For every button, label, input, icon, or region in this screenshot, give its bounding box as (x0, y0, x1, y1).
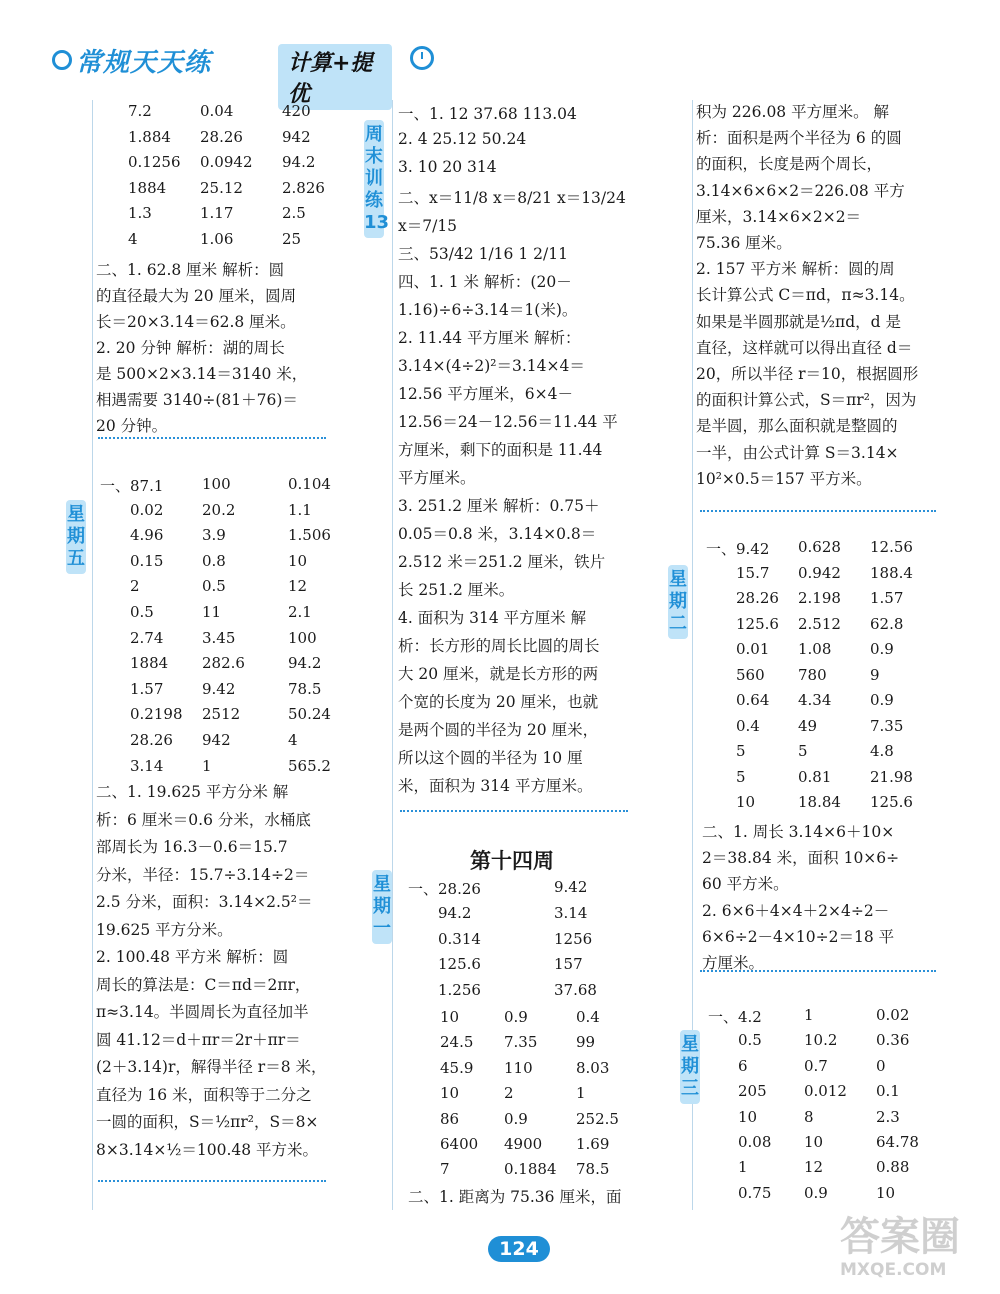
grid-cell: 2512 (202, 705, 241, 724)
grid-cell: 7.2 (128, 102, 152, 120)
answer-line: (2＋3.14)r，解得半径 r＝8 米， (96, 1058, 327, 1076)
grid-cell: 0.02 (130, 500, 164, 519)
grid-cell: 15.7 (736, 563, 770, 582)
answer-line: 厘米，3.14×6×2×2＝ (696, 207, 862, 226)
divider (98, 437, 326, 439)
answer-line: 12.56＝24－12.56＝11.44 平 (398, 413, 618, 431)
grid-cell: 99 (576, 1033, 596, 1052)
answer-line: 三、53/42 1/16 1 2/11 (398, 245, 568, 263)
brand-title: 常规天天练 (76, 48, 212, 78)
grid-cell: 0.104 (288, 475, 331, 493)
grid-cell: 3.9 (202, 526, 226, 545)
grid-cell: 2.74 (130, 628, 164, 647)
grid-cell: 125.6 (870, 793, 913, 811)
answer-line: 2.5 分米，面积：3.14×2.5²＝ (96, 893, 313, 911)
answer-line: 75.36 厘米。 (696, 234, 792, 252)
grid-cell: 252.5 (576, 1109, 619, 1128)
grid-cell: 12 (288, 577, 308, 596)
grid-cell: 94.2 (282, 153, 316, 172)
grid-cell: 205 (738, 1082, 767, 1101)
answer-line: 20 分钟。 (96, 417, 168, 435)
grid-cell: 2.5 (282, 204, 306, 223)
grid-cell: 10 (876, 1183, 896, 1202)
grid-cell: 7.35 (504, 1033, 538, 1052)
grid-cell: 0.81 (798, 767, 832, 786)
grid-cell: 1.57 (870, 589, 904, 607)
grid-cell: 4.34 (798, 691, 832, 709)
grid-cell: 1.884 (128, 127, 171, 146)
grid-cell: 10 (440, 1084, 460, 1103)
grid-cell: 1.57 (130, 679, 164, 698)
answer-line: 四、1. 1 米 解析：(20－ (398, 273, 572, 291)
grid-cell: 6400 (440, 1135, 479, 1153)
grid-cell: 2 (130, 577, 140, 596)
answer-line: 直径为 16 米，面积等于二分之 (96, 1085, 312, 1104)
grid-cell: 4.8 (870, 742, 894, 760)
grid-cell: 0.5 (130, 603, 154, 621)
grid-cell: 157 (554, 955, 583, 974)
answer-line: 2. 20 分钟 解析：湖的周长 (96, 339, 285, 357)
grid-cell: 2.826 (282, 178, 325, 197)
clock-icon (410, 46, 434, 70)
answer-line: 1.16)÷6÷3.14＝1(米)。 (398, 301, 578, 319)
answer-line: 一、1. 12 37.68 113.04 (398, 105, 577, 123)
grid-cell: 125.6 (438, 955, 481, 974)
tag-wednesday: 星期三 (680, 1030, 700, 1104)
grid-cell: 3.14 (554, 903, 588, 922)
grid-cell: 110 (504, 1058, 533, 1077)
answer-line: 分米，半径：15.7÷3.14÷2＝ (96, 865, 310, 884)
grid-cell: 0.9 (804, 1183, 828, 1202)
grid-cell: 25 (282, 230, 302, 248)
answer-line: 2＝38.84 米，面积 10×6÷ (702, 849, 900, 868)
grid-cell: 560 (736, 665, 765, 684)
grid-cell: 64.78 (876, 1133, 919, 1151)
grid-cell: 5 (736, 767, 746, 786)
answer-line: 2. 157 平方米 解析：圆的周 (696, 260, 895, 279)
grid-cell: 1884 (130, 654, 169, 673)
watermark (840, 1205, 960, 1280)
answer-line: 0.05＝0.8 米，3.14×0.8＝ (398, 525, 597, 543)
grid-cell: 0.75 (738, 1183, 772, 1202)
grid-cell: 11 (202, 603, 222, 621)
grid-cell: 62.8 (870, 614, 904, 633)
grid-cell: 10 (440, 1008, 460, 1026)
grid-cell: 78.5 (288, 679, 322, 698)
grid-cell: 0.15 (130, 551, 164, 570)
grid-cell: 10 (804, 1133, 824, 1151)
answer-line: 析：面积是两个半径为 6 的圆 (696, 129, 902, 148)
grid-cell: 1884 (128, 178, 167, 197)
answer-line: 如果是半圆那就是½πd，d 是 (696, 312, 901, 331)
grid-cell: 0.5 (738, 1031, 762, 1050)
grid-cell: 21.98 (870, 767, 913, 786)
grid-cell: 1.256 (438, 981, 481, 1000)
answer-line: 平方厘米。 (398, 469, 476, 487)
answer-line: 一圆的面积，S＝½πr²，S＝8× (96, 1113, 319, 1131)
grid-cell: 565.2 (288, 756, 331, 775)
grid-cell: 0.9 (870, 691, 894, 709)
answer-line: 大 20 厘米，就是长方形的两 (398, 665, 599, 683)
grid-cell: 1.3 (128, 204, 152, 223)
answer-line: 直径，这样就可以得出直径 d＝ (696, 338, 913, 357)
grid-cell: 9.42 (202, 679, 236, 698)
answer-line: 相遇需要 3140÷(81＋76)＝ (96, 391, 298, 409)
grid-cell: 0.1256 (128, 153, 181, 172)
grid-cell: 0.08 (738, 1133, 772, 1151)
grid-cell: 7 (440, 1160, 450, 1179)
brand-subtitle: 计算+提优 (278, 44, 392, 110)
grid-cell: 0.36 (876, 1031, 910, 1050)
grid-cell: 9 (870, 665, 880, 684)
grid-cell: 0.5 (202, 577, 226, 596)
answer-line: 19.625 平方分米。 (96, 920, 233, 939)
grid-cell: 37.68 (554, 981, 597, 1000)
grid-cell: 942 (202, 731, 231, 749)
grid-cell: 2.198 (798, 589, 841, 607)
tag-tuesday: 星期二 (668, 565, 688, 639)
grid-cell: 2.1 (288, 603, 312, 621)
answer-line: 3. 10 20 314 (398, 158, 497, 176)
col2-rule (392, 100, 393, 1210)
grid-cell: 0.8 (202, 551, 226, 570)
grid-cell: 1 (738, 1158, 748, 1177)
answer-line: 60 平方米。 (702, 875, 789, 894)
grid-cell: 50.24 (288, 705, 331, 724)
answer-line: 8×3.14×½＝100.48 平方米。 (96, 1140, 319, 1159)
grid-cell: 0.0942 (200, 153, 253, 172)
grid-cell: 1.06 (200, 230, 234, 248)
grid-cell: 0.02 (876, 1006, 910, 1024)
grid-cell: 0.4 (576, 1008, 600, 1026)
grid-cell: 8 (804, 1107, 814, 1126)
grid-cell: 282.6 (202, 654, 245, 673)
grid-cell: 100 (202, 475, 231, 493)
grid-cell: 125.6 (736, 614, 779, 633)
answer-line: 的面积，长度是两个周长， (696, 155, 883, 174)
grid-cell: 1.1 (288, 500, 312, 519)
answer-line: 积为 226.08 平方厘米。 解 (696, 103, 890, 121)
grid-cell: 10 (288, 551, 308, 570)
grid-cell: 4 (288, 731, 298, 749)
grid-cell: 0.9 (870, 640, 894, 658)
grid-cell: 86 (440, 1109, 460, 1128)
answer-line: 3. 251.2 厘米 解析：0.75＋ (398, 497, 600, 515)
grid-cell: 6 (738, 1056, 748, 1075)
grid-cell: 0.2198 (130, 705, 183, 724)
grid-cell: 9.42 (554, 878, 588, 896)
answer-line: 二、x＝11/8 x＝8/21 x＝13/24 (398, 189, 626, 207)
answer-line: x＝7/15 (398, 217, 458, 235)
divider (700, 510, 936, 512)
grid-cell: 78.5 (576, 1160, 610, 1179)
grid-cell: 18.84 (798, 793, 841, 811)
divider (400, 810, 628, 812)
grid-cell: 1 (804, 1006, 814, 1024)
answer-line: 2. 6×6＋4×4＋2×4÷2－ (702, 901, 890, 920)
grid-cell: 4900 (504, 1135, 543, 1153)
grid-cell: 一、4.2 (708, 1008, 762, 1026)
answer-line: 析：长方形的周长比圆的周长 (398, 637, 600, 655)
grid-cell: 0.1884 (504, 1160, 557, 1179)
grid-cell: 0.64 (736, 691, 770, 709)
grid-cell: 4.96 (130, 526, 164, 545)
grid-cell: 1.69 (576, 1135, 610, 1153)
grid-cell: 2.512 (798, 614, 841, 633)
grid-cell: 49 (798, 716, 818, 735)
grid-cell: 0.628 (798, 538, 841, 556)
grid-cell: 7.35 (870, 716, 904, 735)
grid-cell: 1.08 (798, 640, 832, 658)
answer-line: 的面积计算公式，S＝πr²，因为 (696, 391, 917, 410)
answer-line: 个宽的长度为 20 厘米，也就 (398, 693, 599, 711)
answer-line: 圆 41.12＝d＋πr＝2r＋πr＝ (96, 1030, 301, 1049)
grid-cell: 1 (202, 756, 212, 775)
grid-cell: 1256 (554, 929, 593, 948)
answer-line: 所以这个圆的半径为 10 厘 (398, 749, 583, 767)
grid-cell: 12.56 (870, 538, 913, 556)
answer-line: 部周长为 16.3－0.6＝15.7 (96, 838, 288, 856)
answer-line: 长 251.2 厘米。 (398, 581, 515, 599)
grid-cell: 0.1 (876, 1082, 900, 1101)
grid-cell: 0.04 (200, 102, 234, 120)
grid-cell: 100 (288, 628, 317, 647)
grid-cell: 25.12 (200, 178, 243, 197)
grid-cell: 10.2 (804, 1031, 838, 1050)
grid-cell: 一、28.26 (408, 880, 481, 898)
grid-cell: 1.506 (288, 526, 331, 545)
page-header (52, 38, 392, 107)
tag-monday: 星期一 (372, 870, 392, 944)
answer-line: π≈3.14。半圆周长为直径加半 (96, 1003, 309, 1021)
grid-cell: 2.3 (876, 1107, 900, 1126)
grid-cell: 28.26 (130, 731, 173, 749)
grid-cell: 942 (282, 127, 311, 146)
answer-line: 2. 4 25.12 50.24 (398, 130, 527, 148)
grid-cell: 2 (504, 1084, 514, 1103)
answer-line: 方厘米，剩下的面积是 11.44 (398, 441, 603, 459)
grid-cell: 0.9 (504, 1109, 528, 1128)
grid-cell: 0.88 (876, 1158, 910, 1177)
grid-cell: 3.45 (202, 628, 236, 647)
col1-rule (92, 100, 93, 1210)
grid-cell: 0.314 (438, 929, 481, 948)
answer-line: 3.14×6×6×2＝226.08 平方 (696, 181, 905, 200)
grid-cell: 20.2 (202, 500, 236, 519)
grid-cell: 1 (576, 1084, 586, 1103)
grid-cell: 5 (736, 742, 746, 760)
grid-cell: 10 (736, 793, 756, 811)
answer-line: 米，面积为 314 平方厘米。 (398, 777, 593, 795)
answer-line: 长计算公式 C＝πd，π≈3.14。 (696, 286, 915, 305)
answer-line: 2.512 米＝251.2 厘米，铁片 (398, 553, 606, 571)
answer-line: 二、1. 19.625 平方分米 解 (96, 783, 289, 801)
header-ring-icon (52, 50, 72, 70)
grid-cell: 10 (738, 1107, 758, 1126)
divider (98, 1180, 326, 1182)
grid-cell: 0.7 (804, 1056, 828, 1075)
tag-weekend-training: 周末训练13 (364, 120, 384, 238)
answer-line: 是 500×2×3.14＝3140 米， (96, 365, 308, 383)
answer-line: 周长的算法是：C＝πd＝2πr， (96, 975, 311, 994)
grid-cell: 0.942 (798, 563, 841, 582)
grid-cell: 188.4 (870, 563, 913, 582)
answer-line: 二、1. 距离为 75.36 厘米，面 (408, 1188, 622, 1206)
grid-cell: 4 (128, 230, 138, 248)
grid-cell: 94.2 (438, 903, 472, 922)
grid-cell: 780 (798, 665, 827, 684)
grid-cell: 28.26 (736, 589, 779, 607)
answer-line: 的直径最大为 20 厘米，圆周 (96, 287, 297, 305)
answer-line: 20，所以半径 r＝10，根据圆形 (696, 365, 919, 383)
answer-line: 一半，由公式计算 S＝3.14× (696, 443, 899, 462)
grid-cell: 24.5 (440, 1033, 474, 1052)
grid-cell: 5 (798, 742, 808, 760)
answer-line: 长＝20×3.14＝62.8 厘米。 (96, 313, 296, 331)
watermark-url: MXQE.COM (840, 1260, 947, 1280)
answer-line: 方厘米。 (702, 954, 765, 972)
grid-cell: 1.17 (200, 204, 234, 223)
answer-line: 6×6÷2－4×10÷2＝18 平 (702, 927, 895, 946)
answer-line: 10²×0.5＝157 平方米。 (696, 469, 872, 488)
answer-line: 是两个圆的半径为 20 厘米， (398, 721, 599, 739)
watermark-logo: 答案圈 (840, 1214, 960, 1260)
grid-cell: 420 (282, 102, 311, 120)
answer-line: 2. 100.48 平方米 解析：圆 (96, 948, 289, 966)
answer-line: 12.56 平方厘米，6×4－ (398, 385, 574, 403)
grid-cell: 94.2 (288, 654, 322, 673)
grid-cell: 12 (804, 1158, 824, 1177)
grid-cell: 一、9.42 (706, 540, 770, 558)
page-number: 124 (488, 1236, 550, 1262)
grid-cell: 8.03 (576, 1058, 610, 1077)
answer-line: 二、1. 62.8 厘米 解析：圆 (96, 261, 285, 279)
grid-cell: 0.01 (736, 640, 770, 658)
grid-cell: 45.9 (440, 1058, 474, 1077)
answer-line: 2. 11.44 平方厘米 解析： (398, 329, 581, 347)
grid-cell: 28.26 (200, 127, 243, 146)
answer-line: 4. 面积为 314 平方厘米 解 (398, 609, 587, 627)
grid-cell: 0.9 (504, 1008, 528, 1026)
answer-line: 析：6 厘米＝0.6 分米，水桶底 (96, 810, 311, 829)
grid-cell: 0.4 (736, 716, 760, 735)
tag-friday: 星期五 (66, 500, 86, 574)
grid-cell: 0.012 (804, 1082, 847, 1101)
week-title: 第十四周 (470, 849, 554, 873)
answer-line: 是半圆，那么面积就是整圆的 (696, 417, 898, 436)
grid-cell: 0 (876, 1056, 886, 1075)
answer-line: 3.14×(4÷2)²＝3.14×4＝ (398, 357, 585, 375)
grid-cell: 一、87.1 (100, 477, 164, 495)
grid-cell: 3.14 (130, 756, 164, 775)
answer-line: 二、1. 周长 3.14×6＋10× (702, 823, 895, 841)
